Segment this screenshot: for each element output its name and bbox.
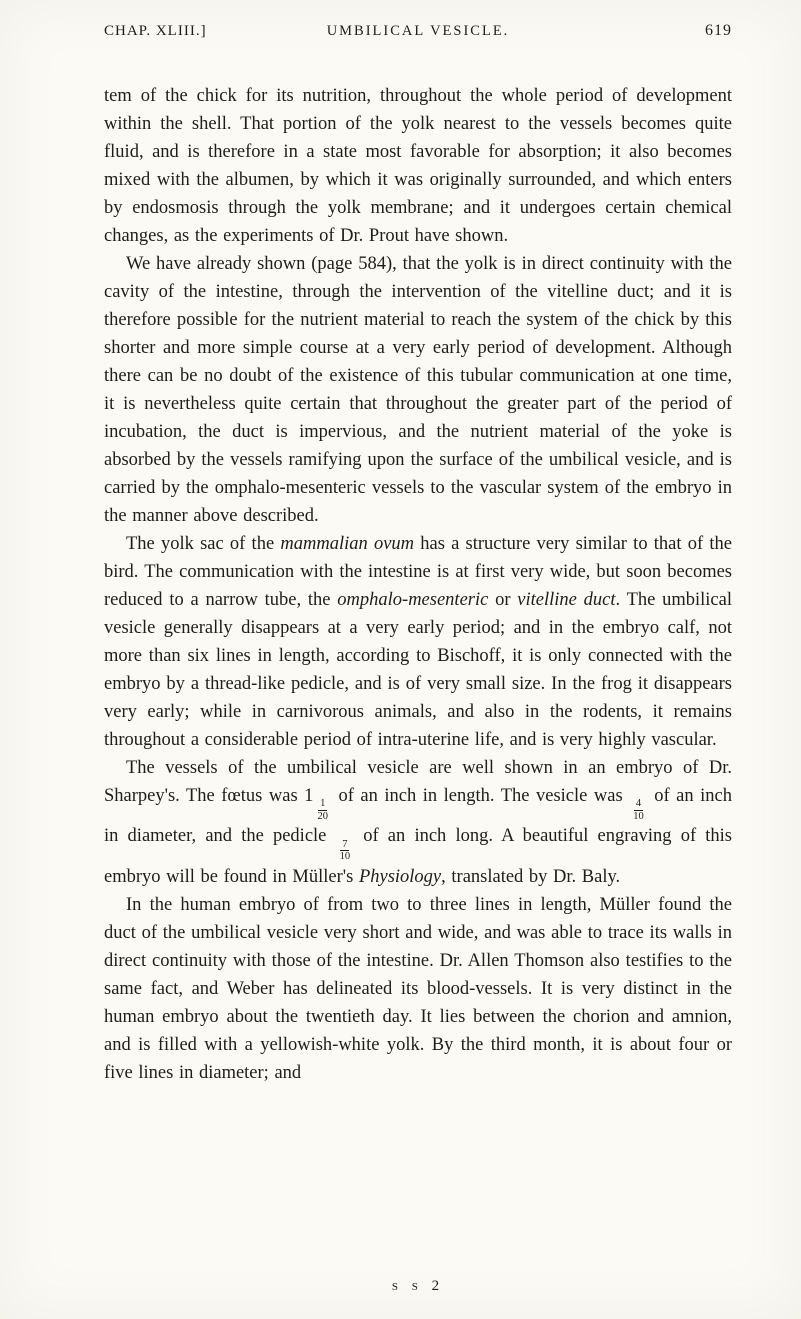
text-run: We have already shown (page 584), that the yolk is in direct continuity with the cavity of the intestine, through the intervention of the vitelline duct; and it is therefore possible for the nutrient material to reach the system of the chick by this shorter and more simple course at a very early period of development. Although there can be no doubt of the existence of this tubular communication at one time, it is nevertheless quite certain that throughout the greater part of the period of incubation, the duct is impervious, and the nutrient material of the yoke is absorbed by the vessels ramifying upon the surface of the umbilical vesicle, and is carried by the omphalo-mesenteric vessels to the vascular system of the embryo in the manner above described.: [104, 254, 732, 526]
italic-text-run: vitelline duct: [517, 590, 616, 610]
text-run: of an inch in diameter, and the pedicle: [104, 786, 732, 847]
page-number: 619: [705, 22, 732, 39]
italic-text-run: omphalo-mesenteric: [337, 590, 489, 610]
paragraph: [104, 530, 732, 754]
paragraph: [104, 82, 732, 250]
paragraph: [104, 250, 732, 530]
page-body: [104, 82, 732, 1087]
page-header: [104, 22, 732, 40]
chapter-label: CHAP. XLIII.]: [104, 23, 207, 39]
text-run: tem of the chick for its nutrition, throughout the whole period of development within the shell. That portion of the yolk nearest to the vessels becomes quite fluid, and is therefore in a state most favorable for absorption; it also becomes mixed with the albumen, by which it was originally surrounded, and which enters by endosmosis through the yolk membrane; and it undergoes certain chemical changes, as the experiments of Dr. Prout have shown.: [104, 86, 732, 246]
text-run: . The umbilical vesicle generally disappears at a very early period; and in the embryo calf, not more than six lines in length, according to Bischoff, it is only connected with the embryo by a thread-like pedicle, and is of very small size. In the frog it disappears very early; while in carnivorous animals, and also in the rodents, it remains throughout a considerable period of intra-uterine life, and is very highly vascular.: [104, 590, 732, 750]
inline-fraction: $\frac{4}{10}$: [633, 798, 644, 822]
text-run: of an inch in length. The vesicle was: [331, 786, 630, 806]
paragraph: [104, 891, 732, 1087]
text-run: of an inch long. A beautiful engraving of this embryo will be found in Müller's: [104, 826, 733, 887]
text-run: or: [488, 590, 518, 610]
text-run: The vessels of the umbilical vesicle are well shown in an embryo of Dr. Sharpey's. The fœtus was 1: [104, 758, 732, 806]
paragraph: [104, 754, 732, 891]
inline-fraction: $\frac{7}{10}$: [339, 838, 351, 863]
italic-text-run: Physiology: [358, 866, 442, 887]
italic-text-run: mammalian ovum: [280, 534, 415, 554]
text-run: In the human embryo of from two to three lines in length, Müller found the duct of the umbilical vesicle very short and wide, and was able to trace its walls in direct continuity with those of the intestine. Dr. Allen Thomson also testifies to the same fact, and Weber has delineated its blood-vessels. It is very distinct in the human embryo about the twentieth day. It lies between the chorion and amnion, and is filled with a yellowish-white yolk. By the third month, it is about four or five lines in diameter; and: [104, 894, 732, 1083]
inline-fraction: $\frac{1}{20}$: [317, 798, 328, 822]
text-run: has a structure very similar to that of the bird. The communication with the intestine is at first very wide, but soon becomes reduced to a narrow tube, the: [104, 534, 732, 610]
running-title: UMBILICAL VESICLE.: [326, 23, 510, 39]
signature-mark: s s 2: [391, 1278, 445, 1294]
text-run: The yolk sac of the: [126, 534, 281, 554]
text-run: , translated by Dr. Baly.: [441, 866, 621, 887]
